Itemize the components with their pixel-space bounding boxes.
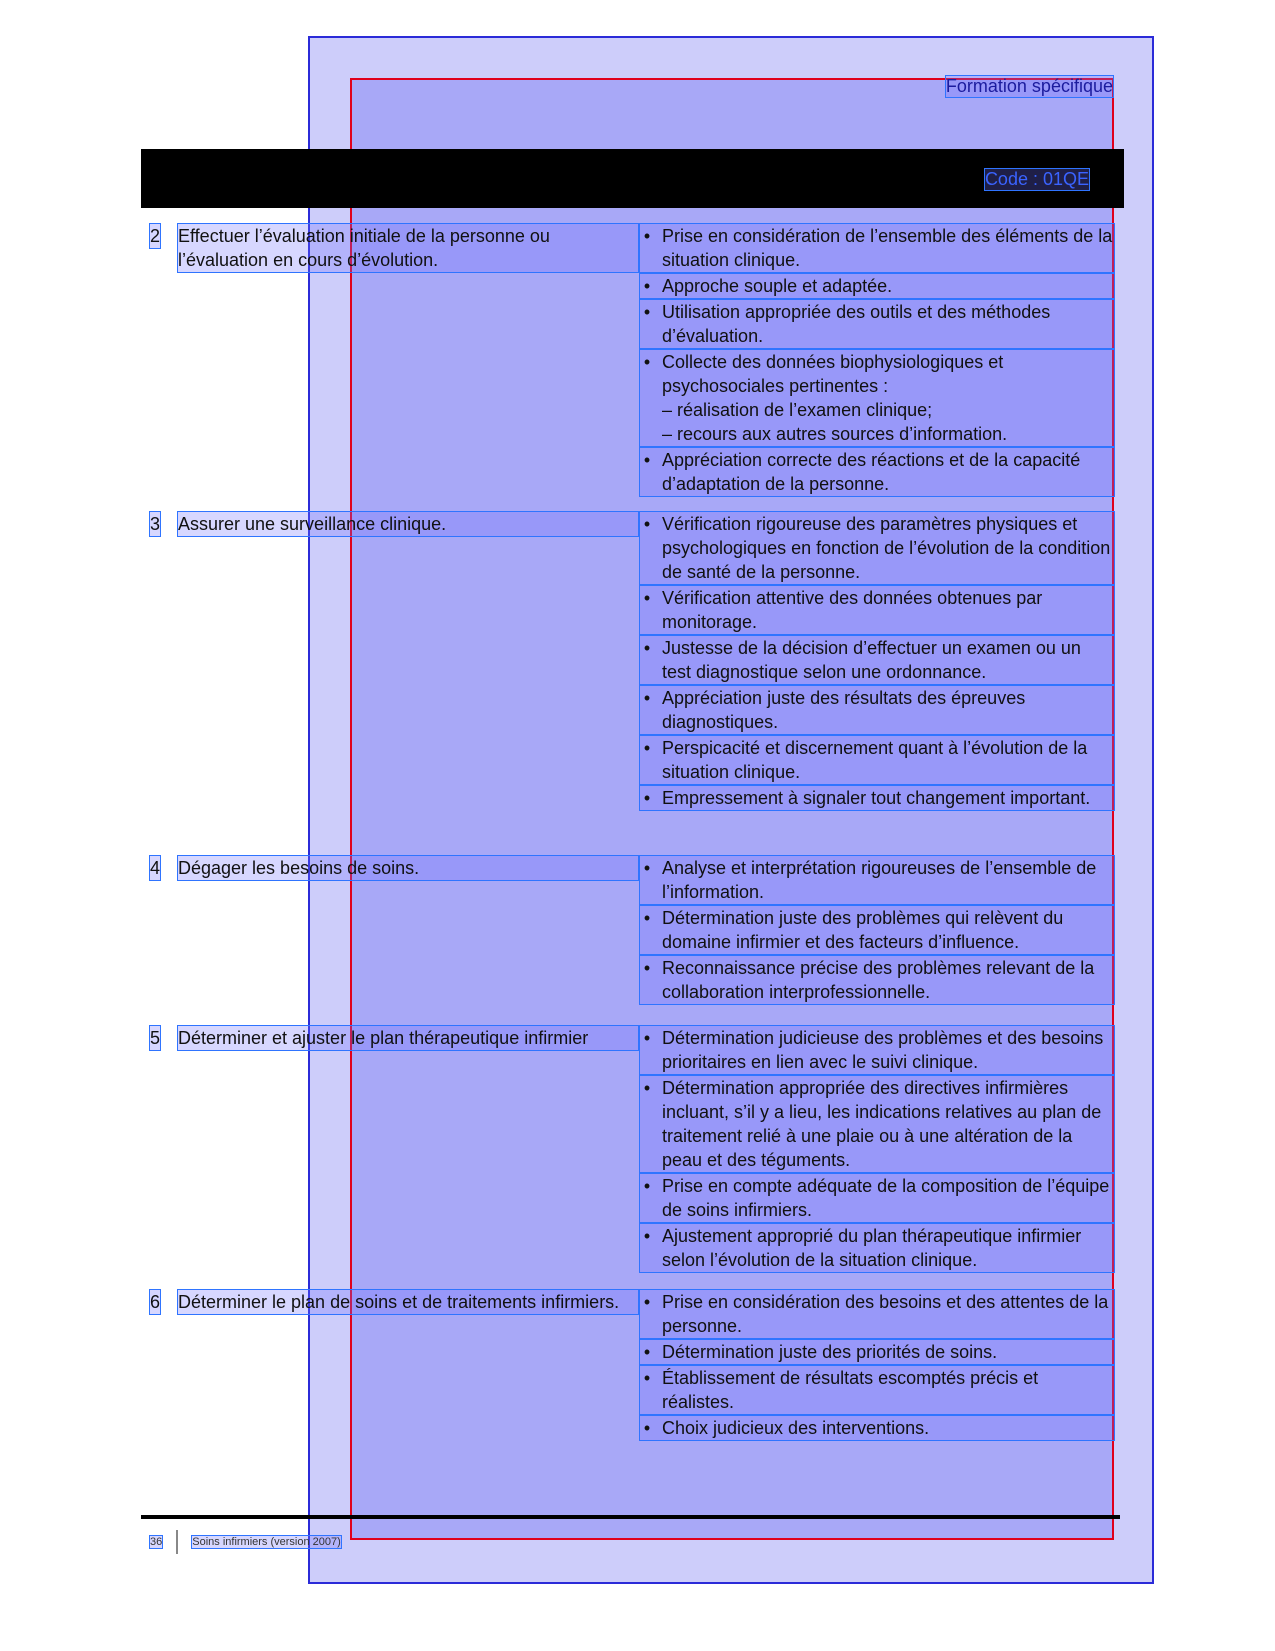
bullet-icon: • — [643, 588, 651, 608]
competency-text: Déterminer le plan de soins et de traitements infirmiers. — [178, 1290, 638, 1314]
competency-number: 2 — [150, 226, 161, 246]
bullet-icon: • — [643, 1368, 651, 1388]
criterion-item: • Collecte des données biophysiologiques et psychosociales pertinentes : – réalisation de l’examen clinique; – recours aux autres sources d’information. — [640, 350, 1114, 446]
bullet-icon: • — [643, 1028, 651, 1048]
competency-text: Dégager les besoins de soins. — [178, 856, 638, 880]
criterion-item: • Appréciation correcte des réactions et de la capacité d’adaptation de la personne. — [640, 448, 1114, 496]
code-label: Code : 01QE — [984, 169, 1089, 189]
criterion-item: • Analyse et interprétation rigoureuses de l’ensemble de l’information. — [640, 856, 1114, 904]
bullet-icon: • — [643, 302, 651, 322]
criterion-item: • Appréciation juste des résultats des épreuves diagnostiques. — [640, 686, 1114, 734]
bullet-icon: • — [643, 858, 651, 878]
criterion-item: • Prise en considération des besoins et des attentes de la personne. — [640, 1290, 1114, 1338]
bullet-icon: • — [643, 908, 651, 928]
bullet-icon: • — [643, 688, 651, 708]
bullet-icon: • — [643, 958, 651, 978]
criterion-item: • Ajustement approprié du plan thérapeutique infirmier selon l’évolution de la situation clinique. — [640, 1224, 1114, 1272]
competency-number: 3 — [150, 514, 161, 534]
criterion-item: • Reconnaissance précise des problèmes relevant de la collaboration interprofessionnelle. — [640, 956, 1114, 1004]
bullet-icon: • — [643, 276, 651, 296]
bullet-icon: • — [643, 638, 651, 658]
bullet-icon: • — [643, 514, 651, 534]
sub-criterion: – réalisation de l’examen clinique; — [662, 400, 933, 420]
criterion-item: • Établissement de résultats escomptés précis et réalistes. — [640, 1366, 1114, 1414]
criterion-item: • Utilisation appropriée des outils et des méthodes d’évaluation. — [640, 300, 1114, 348]
criteria-list — [640, 512, 1114, 812]
bullet-icon: • — [643, 1226, 651, 1246]
sub-criterion: – recours aux autres sources d’information. — [662, 424, 1008, 444]
criterion-item: • Détermination juste des priorités de soins. — [640, 1340, 1114, 1364]
footer-doc-title: Soins infirmiers (version 2007) — [192, 1536, 341, 1548]
footer — [150, 1530, 341, 1554]
criterion-item: • Prise en compte adéquate de la composition de l’équipe de soins infirmiers. — [640, 1174, 1114, 1222]
criterion-item: • Prise en considération de l’ensemble des éléments de la situation clinique. — [640, 224, 1114, 272]
bullet-icon: • — [643, 738, 651, 758]
criteria-list — [640, 1290, 1114, 1442]
criterion-item: • Détermination appropriée des directives infirmières incluant, s’il y a lieu, les indications relatives au plan de traitement relié à une plaie ou à une altération de la peau et des téguments. — [640, 1076, 1114, 1172]
competency-text: Assurer une surveillance clinique. — [178, 512, 638, 536]
bullet-icon: • — [643, 450, 651, 470]
bullet-icon: • — [643, 1176, 651, 1196]
header-band — [141, 149, 1124, 208]
section-label: Formation spécifique — [945, 76, 1113, 96]
competency-number: 5 — [150, 1028, 161, 1048]
bullet-icon: • — [643, 352, 651, 372]
criterion-item: • Justesse de la décision d’effectuer un examen ou un test diagnostique selon une ordonnance. — [640, 636, 1114, 684]
criteria-list — [640, 1026, 1114, 1274]
criterion-item: • Approche souple et adaptée. — [640, 274, 1114, 298]
criteria-list — [640, 856, 1114, 1006]
criterion-item: • Détermination judicieuse des problèmes et des besoins prioritaires en lien avec le suivi clinique. — [640, 1026, 1114, 1074]
bullet-icon: • — [643, 1418, 651, 1438]
criterion-item: • Choix judicieux des interventions. — [640, 1416, 1114, 1440]
criteria-list — [640, 224, 1114, 498]
competency-text: Déterminer et ajuster le plan thérapeutique infirmier — [178, 1026, 638, 1050]
bullet-icon: • — [643, 1292, 651, 1312]
competency-number: 4 — [150, 858, 161, 878]
criterion-item: • Perspicacité et discernement quant à l’évolution de la situation clinique. — [640, 736, 1114, 784]
criterion-item: • Vérification attentive des données obtenues par monitorage. — [640, 586, 1114, 634]
competency-number: 6 — [150, 1292, 161, 1312]
criterion-item: • Empressement à signaler tout changement important. — [640, 786, 1114, 810]
criterion-item: • Détermination juste des problèmes qui relèvent du domaine infirmier et des facteurs d’influence. — [640, 906, 1114, 954]
bullet-icon: • — [643, 788, 651, 808]
criterion-item: • Vérification rigoureuse des paramètres physiques et psychologiques en fonction de l’évolution de la condition de santé de la personne. — [640, 512, 1114, 584]
bullet-icon: • — [643, 1078, 651, 1098]
bullet-icon: • — [643, 226, 651, 246]
page-number: 36 — [150, 1536, 163, 1548]
footer-separator — [176, 1530, 178, 1554]
bullet-icon: • — [643, 1342, 651, 1362]
competency-text: Effectuer l’évaluation initiale de la personne ou l’évaluation en cours d’évolution. — [178, 224, 638, 272]
footer-rule — [141, 1515, 1120, 1519]
